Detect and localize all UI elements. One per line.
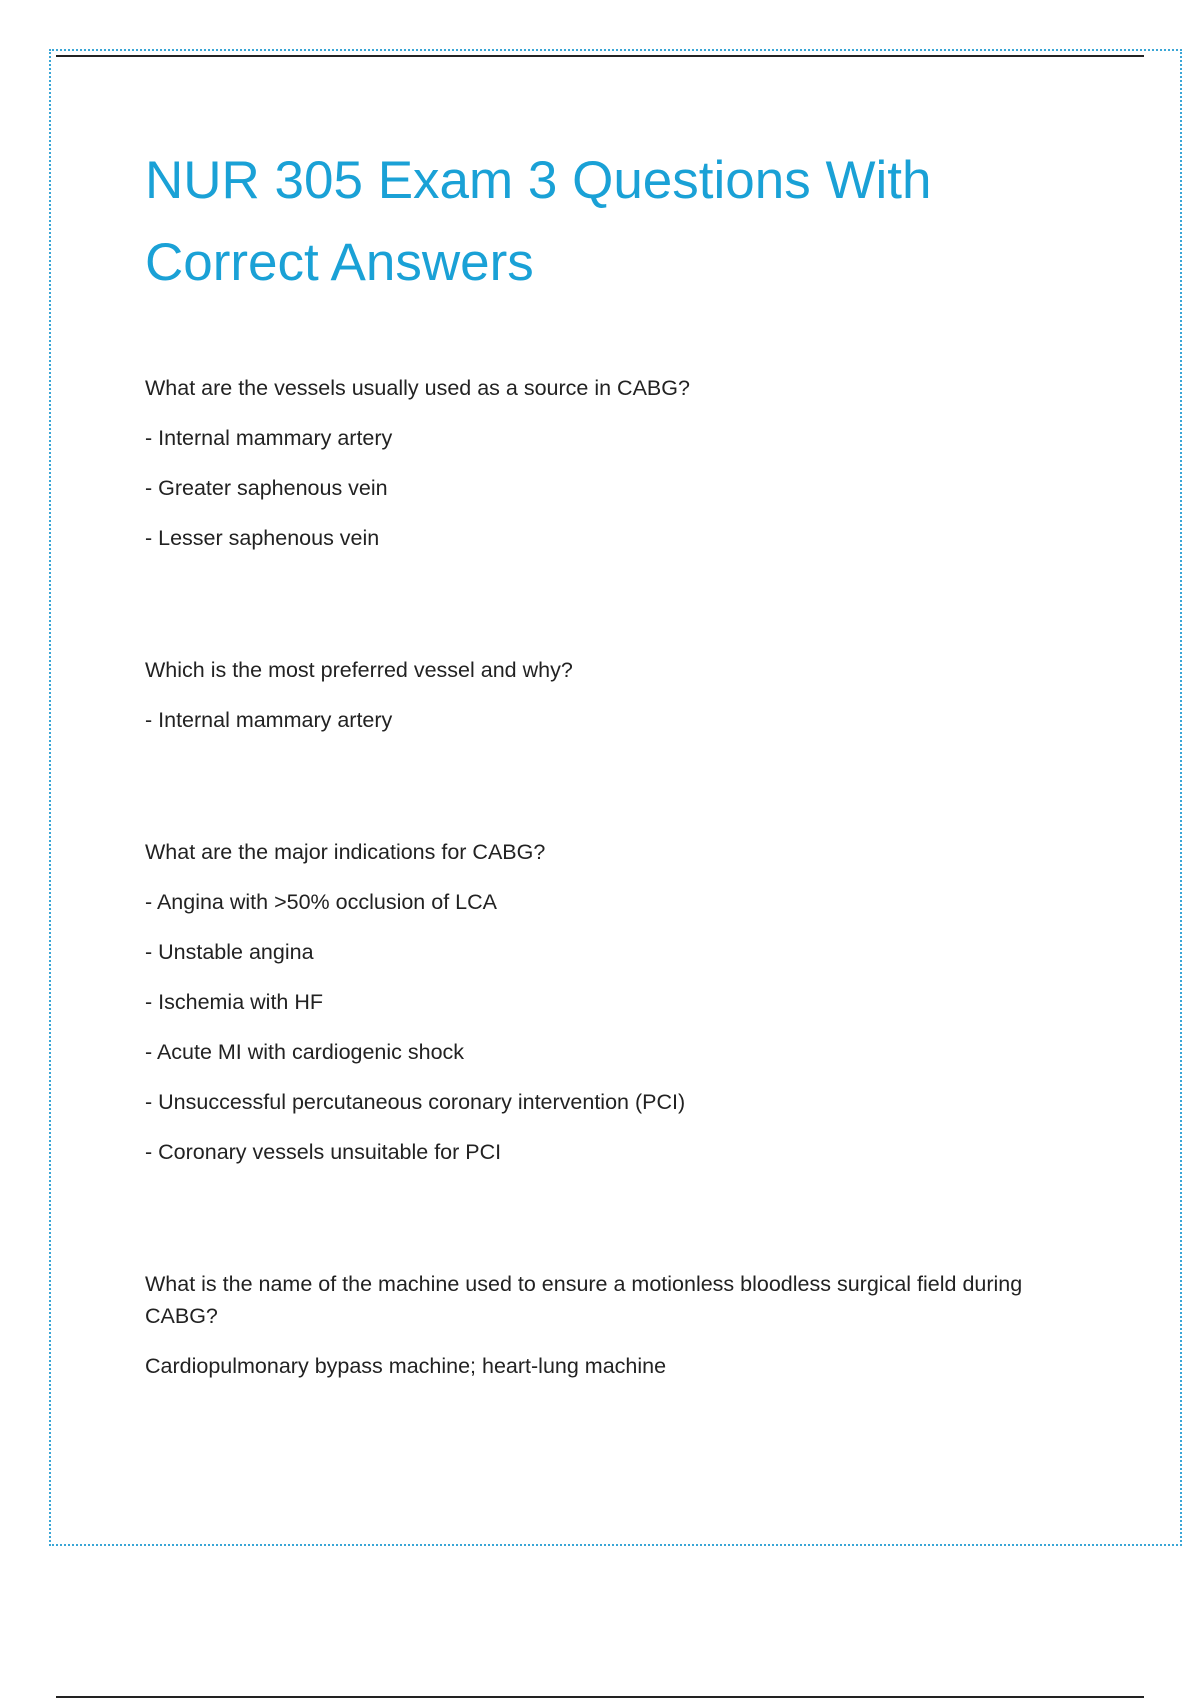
qa-block-3 — [145, 836, 1080, 1168]
document-title: NUR 305 Exam 3 Questions With Correct Answers — [145, 151, 932, 292]
qa-block-2 — [145, 654, 1080, 736]
question-text: What are the major indications for CABG? — [145, 840, 546, 864]
qa-block-4 — [145, 1268, 1080, 1382]
answer-item: - Internal mammary artery — [145, 708, 393, 732]
answer-item: - Coronary vessels unsuitable for PCI — [145, 1140, 502, 1164]
question-text: What is the name of the machine used to ensure a motionless bloodless surgical field during CABG? — [145, 1272, 1023, 1328]
answer-item: - Unstable angina — [145, 940, 314, 964]
bottom-rule — [56, 1696, 1144, 1698]
answer-item: - Internal mammary artery — [145, 426, 393, 450]
answer-list — [145, 422, 1080, 554]
answer-item: - Acute MI with cardiogenic shock — [145, 1040, 465, 1064]
answer-text: Cardiopulmonary bypass machine; heart-lung machine — [145, 1354, 667, 1378]
question-text: What are the vessels usually used as a source in CABG? — [145, 376, 690, 400]
answer-item: - Greater saphenous vein — [145, 476, 388, 500]
top-rule — [56, 55, 1144, 57]
question-text: Which is the most preferred vessel and why? — [145, 658, 573, 682]
qa-block-1 — [145, 372, 1080, 554]
document-body — [145, 140, 1080, 1382]
answer-list — [145, 704, 1080, 736]
answer-item: - Angina with >50% occlusion of LCA — [145, 890, 497, 914]
answer-item: - Unsuccessful percutaneous coronary intervention (PCI) — [145, 1090, 686, 1114]
answer-item: - Ischemia with HF — [145, 990, 324, 1014]
answer-list — [145, 886, 1080, 1168]
answer-item: - Lesser saphenous vein — [145, 526, 380, 550]
